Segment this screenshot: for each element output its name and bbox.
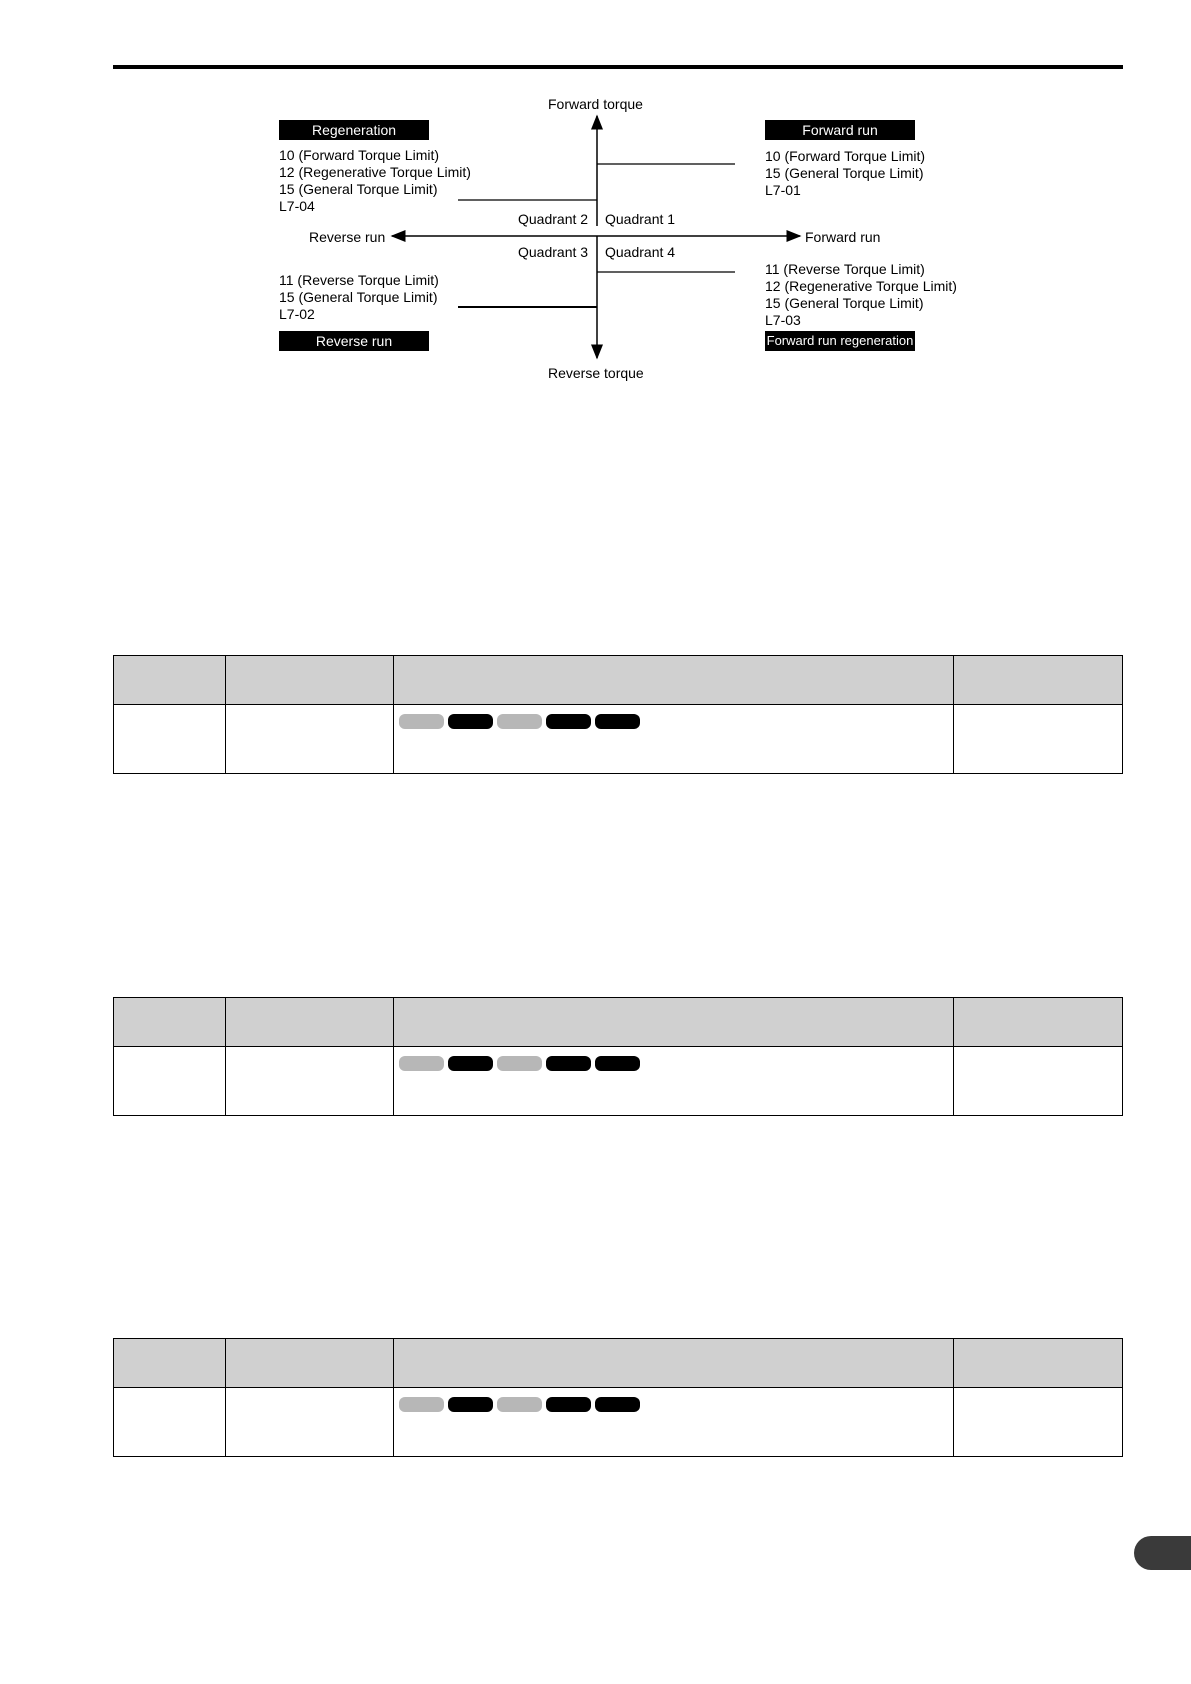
reverse-run-box: Reverse run xyxy=(279,331,429,351)
control-mode-badge xyxy=(595,714,640,729)
torque-quadrant-diagram xyxy=(0,0,1191,400)
control-mode-badge xyxy=(448,1056,493,1071)
forward-run-regeneration-box: Forward run regeneration xyxy=(765,331,915,351)
control-mode-badge xyxy=(448,714,493,729)
limit-item: 15 (General Torque Limit) xyxy=(279,289,438,305)
column-divider xyxy=(393,998,394,1115)
limit-item: 12 (Regenerative Torque Limit) xyxy=(765,278,957,294)
quadrant-2-label: Quadrant 2 xyxy=(518,211,589,227)
diagram-lines xyxy=(0,0,1191,400)
control-mode-badges xyxy=(399,1397,640,1412)
table-header-row xyxy=(114,656,1122,705)
column-divider xyxy=(225,998,226,1115)
table-header-row xyxy=(114,1339,1122,1388)
table-header-row xyxy=(114,998,1122,1047)
quadrant-3-label: Quadrant 3 xyxy=(518,244,589,260)
limit-item: L7-02 xyxy=(279,306,315,322)
column-divider xyxy=(953,1339,954,1456)
limit-item: 11 (Reverse Torque Limit) xyxy=(765,261,925,277)
control-mode-badge xyxy=(546,714,591,729)
parameter-table-1 xyxy=(113,655,1123,774)
limit-item: 15 (General Torque Limit) xyxy=(765,295,924,311)
bottom-left-limit-list xyxy=(279,272,439,323)
column-divider xyxy=(393,656,394,773)
limit-item: L7-01 xyxy=(765,182,801,198)
limit-item: L7-03 xyxy=(765,312,801,328)
limit-item: 10 (Forward Torque Limit) xyxy=(765,148,926,164)
limit-item: 15 (General Torque Limit) xyxy=(279,181,438,197)
forward-run-box: Forward run xyxy=(765,120,915,140)
axis-label-reverse-run: Reverse run xyxy=(309,229,386,245)
bottom-right-limit-list xyxy=(765,261,957,329)
control-mode-badge xyxy=(497,714,542,729)
top-right-limit-list xyxy=(765,148,925,199)
control-mode-badge xyxy=(399,1056,444,1071)
axis-label-reverse-torque: Reverse torque xyxy=(548,365,644,381)
control-mode-badge xyxy=(595,1056,640,1071)
top-left-limit-list xyxy=(279,147,471,215)
control-mode-badge xyxy=(399,714,444,729)
parameter-table-2 xyxy=(113,997,1123,1116)
limit-item: 11 (Reverse Torque Limit) xyxy=(279,272,439,288)
control-mode-badges xyxy=(399,1056,640,1071)
column-divider xyxy=(953,656,954,773)
column-divider xyxy=(225,656,226,773)
axis-label-forward-torque: Forward torque xyxy=(548,96,643,112)
quadrant-4-label: Quadrant 4 xyxy=(605,244,676,260)
column-divider xyxy=(953,998,954,1115)
axis-label-forward-run: Forward run xyxy=(805,229,881,245)
column-divider xyxy=(393,1339,394,1456)
control-mode-badge xyxy=(448,1397,493,1412)
limit-item: 15 (General Torque Limit) xyxy=(765,165,924,181)
control-mode-badge xyxy=(497,1397,542,1412)
control-mode-badge xyxy=(399,1397,444,1412)
chapter-tab xyxy=(1134,1536,1191,1570)
column-divider xyxy=(225,1339,226,1456)
parameter-table-3 xyxy=(113,1338,1123,1457)
control-mode-badge xyxy=(497,1056,542,1071)
control-mode-badge xyxy=(546,1056,591,1071)
limit-item: 12 (Regenerative Torque Limit) xyxy=(279,164,471,180)
quadrant-1-label: Quadrant 1 xyxy=(605,211,676,227)
control-mode-badge xyxy=(595,1397,640,1412)
control-mode-badge xyxy=(546,1397,591,1412)
limit-item: 10 (Forward Torque Limit) xyxy=(279,147,440,163)
control-mode-badges xyxy=(399,714,640,729)
limit-item: L7-04 xyxy=(279,198,315,214)
regeneration-box: Regeneration xyxy=(279,120,429,140)
